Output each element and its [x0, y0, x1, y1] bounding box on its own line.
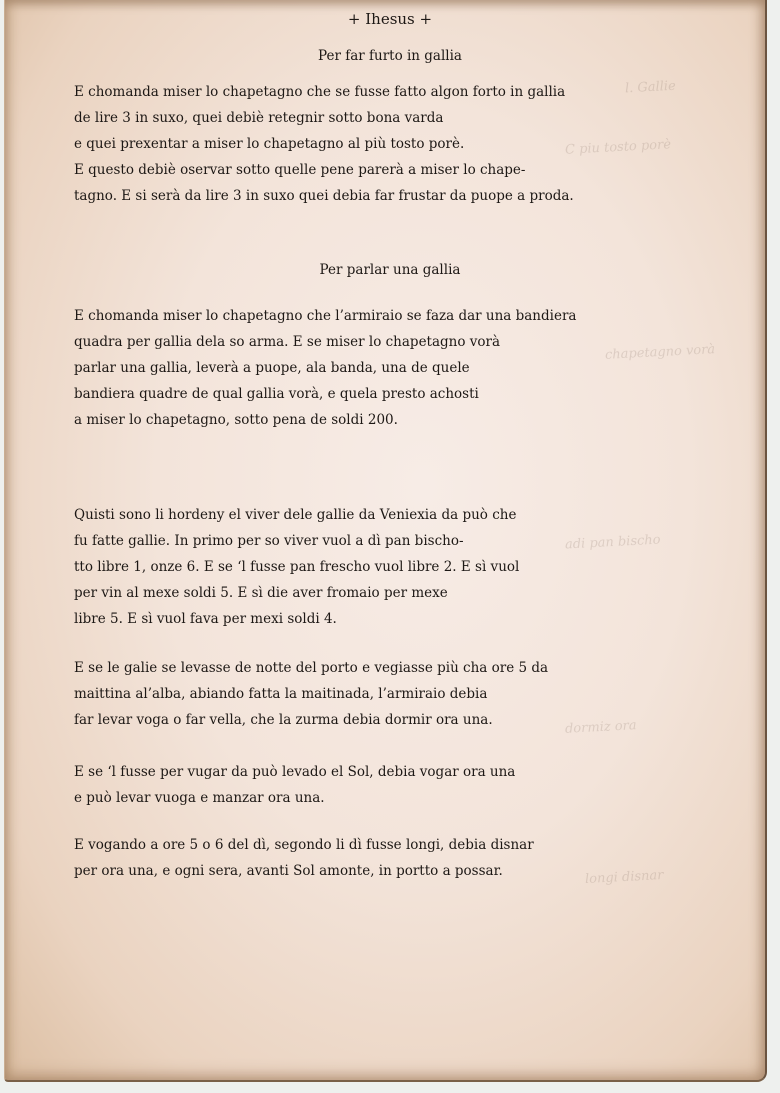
text-line: E se ‘l fusse per vugar da può levado el Sol, debia vogar ora una [74, 764, 516, 780]
text-line: bandiera quadre de qual gallia vorà, e quela presto achosti [74, 386, 479, 402]
text-line: E chomanda miser lo chapetagno che se fusse fatto algon forto in gallia [74, 84, 566, 100]
faded-manuscript-script: chapetagno vorà [604, 342, 716, 363]
text-line: E chomanda miser lo chapetagno che l’armiraio se faza dar una bandiera [74, 308, 577, 324]
document-header: + Ihesus + [347, 10, 433, 28]
faded-manuscript-script: dormiz ora [564, 718, 637, 737]
text-line: E vogando a ore 5 o 6 del dì, segondo li dì fusse longi, debia disnar [74, 837, 534, 853]
faded-manuscript-script: longi disnar [584, 867, 664, 888]
text-line: a miser lo chapetagno, sotto pena de soldi 200. [74, 412, 398, 428]
text-line: per vin al mexe soldi 5. E sì die aver fromaio per mexe [74, 585, 448, 601]
text-line: E questo debiè oservar sotto quelle pene parerà a miser lo chape- [74, 162, 526, 178]
text-line: parlar una gallia, leverà a puope, ala banda, una de quele [74, 360, 470, 376]
text-line: e quei prexentar a miser lo chapetagno al più tosto porè. [74, 136, 465, 152]
text-line: de lire 3 in suxo, quei debiè retegnir sotto bona varda [74, 110, 444, 126]
text-line: tto libre 1, onze 6. E se ‘l fusse pan frescho vuol libre 2. E sì vuol [74, 559, 520, 575]
text-line: far levar voga o far vella, che la zurma debia dormir ora una. [74, 712, 493, 728]
text-line: tagno. E si serà da lire 3 in suxo quei debia far frustar da puope a proda. [74, 188, 574, 204]
text-line: maittina al’alba, abiando fatta la maitinada, l’armiraio debia [74, 686, 488, 702]
text-line: E se le galie se levasse de notte del porto e vegiasse più cha ore 5 da [74, 660, 549, 676]
section-title: Per parlar una gallia [319, 262, 461, 278]
text-line: e può levar vuoga e manzar ora una. [74, 790, 325, 806]
text-line: libre 5. E sì vuol fava per mexi soldi 4. [74, 611, 337, 627]
text-line: Quisti sono li hordeny el viver dele gallie da Veniexia da può che [74, 507, 517, 523]
faded-manuscript-script: C piu tosto porè [564, 137, 672, 158]
text-line: per ora una, e ogni sera, avanti Sol amonte, in portto a possar. [74, 863, 503, 879]
text-line: quadra per gallia dela so arma. E se miser lo chapetagno vorà [74, 334, 501, 350]
faded-manuscript-script: l. Gallie [624, 78, 677, 97]
text-line: fu fatte gallie. In primo per so viver vuol a dì pan bischo- [74, 533, 464, 549]
faded-manuscript-script: adi pan bischo [564, 532, 661, 553]
section-title: Per far furto in gallia [318, 48, 462, 64]
